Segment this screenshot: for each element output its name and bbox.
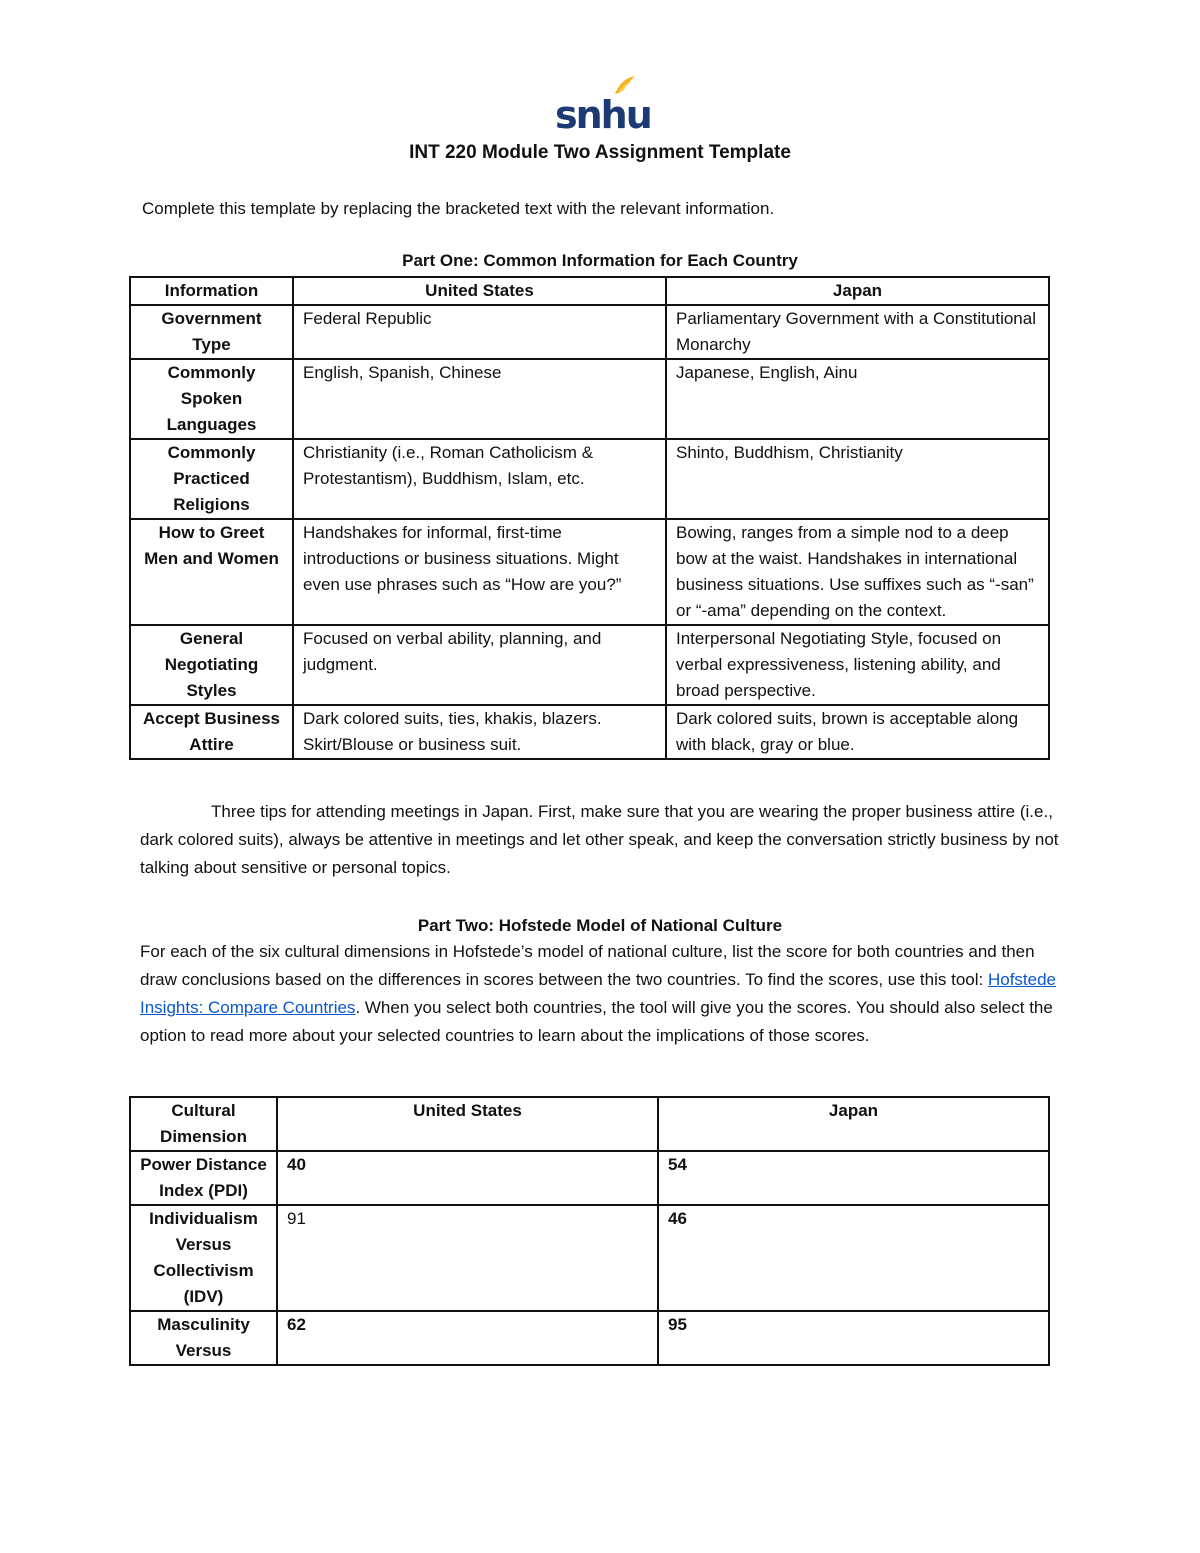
japan-cell: Parliamentary Government with a Constitutional Monarchy: [666, 305, 1049, 359]
us-score: 40: [277, 1151, 658, 1205]
row-label: Accept Business Attire: [130, 705, 293, 759]
table-row: [130, 705, 1049, 759]
us-cell: English, Spanish, Chinese: [293, 359, 666, 439]
us-cell: Focused on verbal ability, planning, and judgment.: [293, 625, 666, 705]
us-cell: Handshakes for informal, first-time introductions or business situations. Might even use phrases such as “How are you?”: [293, 519, 666, 625]
japan-score: 54: [658, 1151, 1049, 1205]
column-header: Japan: [666, 277, 1049, 305]
japan-cell: Bowing, ranges from a simple nod to a deep bow at the waist. Handshakes in international business situations. Use suffixes such as “-san” or “-ama” depending on the context.: [666, 519, 1049, 625]
japan-cell: Interpersonal Negotiating Style, focused on verbal expressiveness, listening ability, and broad perspective.: [666, 625, 1049, 705]
part-two-intro: [140, 938, 1065, 1050]
japan-cell: Dark colored suits, brown is acceptable along with black, gray or blue.: [666, 705, 1049, 759]
table-row: [130, 1151, 1049, 1205]
table-row: [130, 625, 1049, 705]
column-header: Information: [130, 277, 293, 305]
column-header: Cultural Dimension: [130, 1097, 277, 1151]
intro-text-before-link: For each of the six cultural dimensions in Hofstede’s model of national culture, list the score for both countries and then draw conclusions based on the differences in scores between the two countries. To find the scores, use this tool:: [140, 942, 1035, 989]
part-two-heading: Part Two: Hofstede Model of National Culture: [417, 916, 783, 935]
column-header: United States: [277, 1097, 658, 1151]
japan-cell: Shinto, Buddhism, Christianity: [666, 439, 1049, 519]
intro-text-after-link: . When you select both countries, the tool will give you the scores. You should also select the option to read more about your selected countries to learn about the implications of those scores.: [140, 998, 1053, 1045]
hofstede-compare-link[interactable]: Hofstede Insights: Compare Countries: [140, 970, 1057, 1017]
common-info-table: [129, 276, 1050, 760]
us-cell: Dark colored suits, ties, khakis, blazers. Skirt/Blouse or business suit.: [293, 705, 666, 759]
table-row: [130, 305, 1049, 359]
row-label: Masculinity Versus: [130, 1311, 277, 1365]
row-label: How to Greet Men and Women: [130, 519, 293, 625]
us-score: 91: [277, 1205, 658, 1311]
row-label: Power Distance Index (PDI): [130, 1151, 277, 1205]
table-header-row: [130, 1097, 1049, 1151]
table-row: [130, 519, 1049, 625]
tips-paragraph: Three tips for attending meetings in Japan. First, make sure that you are wearing the proper business attire (i.e., dark colored suits), always be attentive in meetings and let other speak, and keep the conversation strictly business by not talking about sensitive or personal topics.: [140, 802, 1059, 877]
us-cell: Christianity (i.e., Roman Catholicism & Protestantism), Buddhism, Islam, etc.: [293, 439, 666, 519]
snhu-logo: [555, 72, 651, 137]
japan-cell: Japanese, English, Ainu: [666, 359, 1049, 439]
us-score: 62: [277, 1311, 658, 1365]
page-title: INT 220 Module Two Assignment Template: [409, 142, 791, 163]
japan-score: 46: [658, 1205, 1049, 1311]
column-header: Japan: [658, 1097, 1049, 1151]
instruction-text: Complete this template by replacing the bracketed text with the relevant information.: [142, 199, 775, 218]
table-row: [130, 1205, 1049, 1311]
row-label: Individualism Versus Collectivism (IDV): [130, 1205, 277, 1311]
japan-score: 95: [658, 1311, 1049, 1365]
row-label: General Negotiating Styles: [130, 625, 293, 705]
table-header-row: [130, 277, 1049, 305]
row-label: Government Type: [130, 305, 293, 359]
table-row: [130, 439, 1049, 519]
us-cell: Federal Republic: [293, 305, 666, 359]
hofstede-table: [129, 1096, 1050, 1366]
table-row: [130, 1311, 1049, 1365]
row-label: Commonly Spoken Languages: [130, 359, 293, 439]
part-one-heading: Part One: Common Information for Each Country: [402, 251, 798, 270]
table-row: [130, 359, 1049, 439]
logo-text: snhu: [555, 93, 651, 137]
row-label: Commonly Practiced Religions: [130, 439, 293, 519]
column-header: United States: [293, 277, 666, 305]
